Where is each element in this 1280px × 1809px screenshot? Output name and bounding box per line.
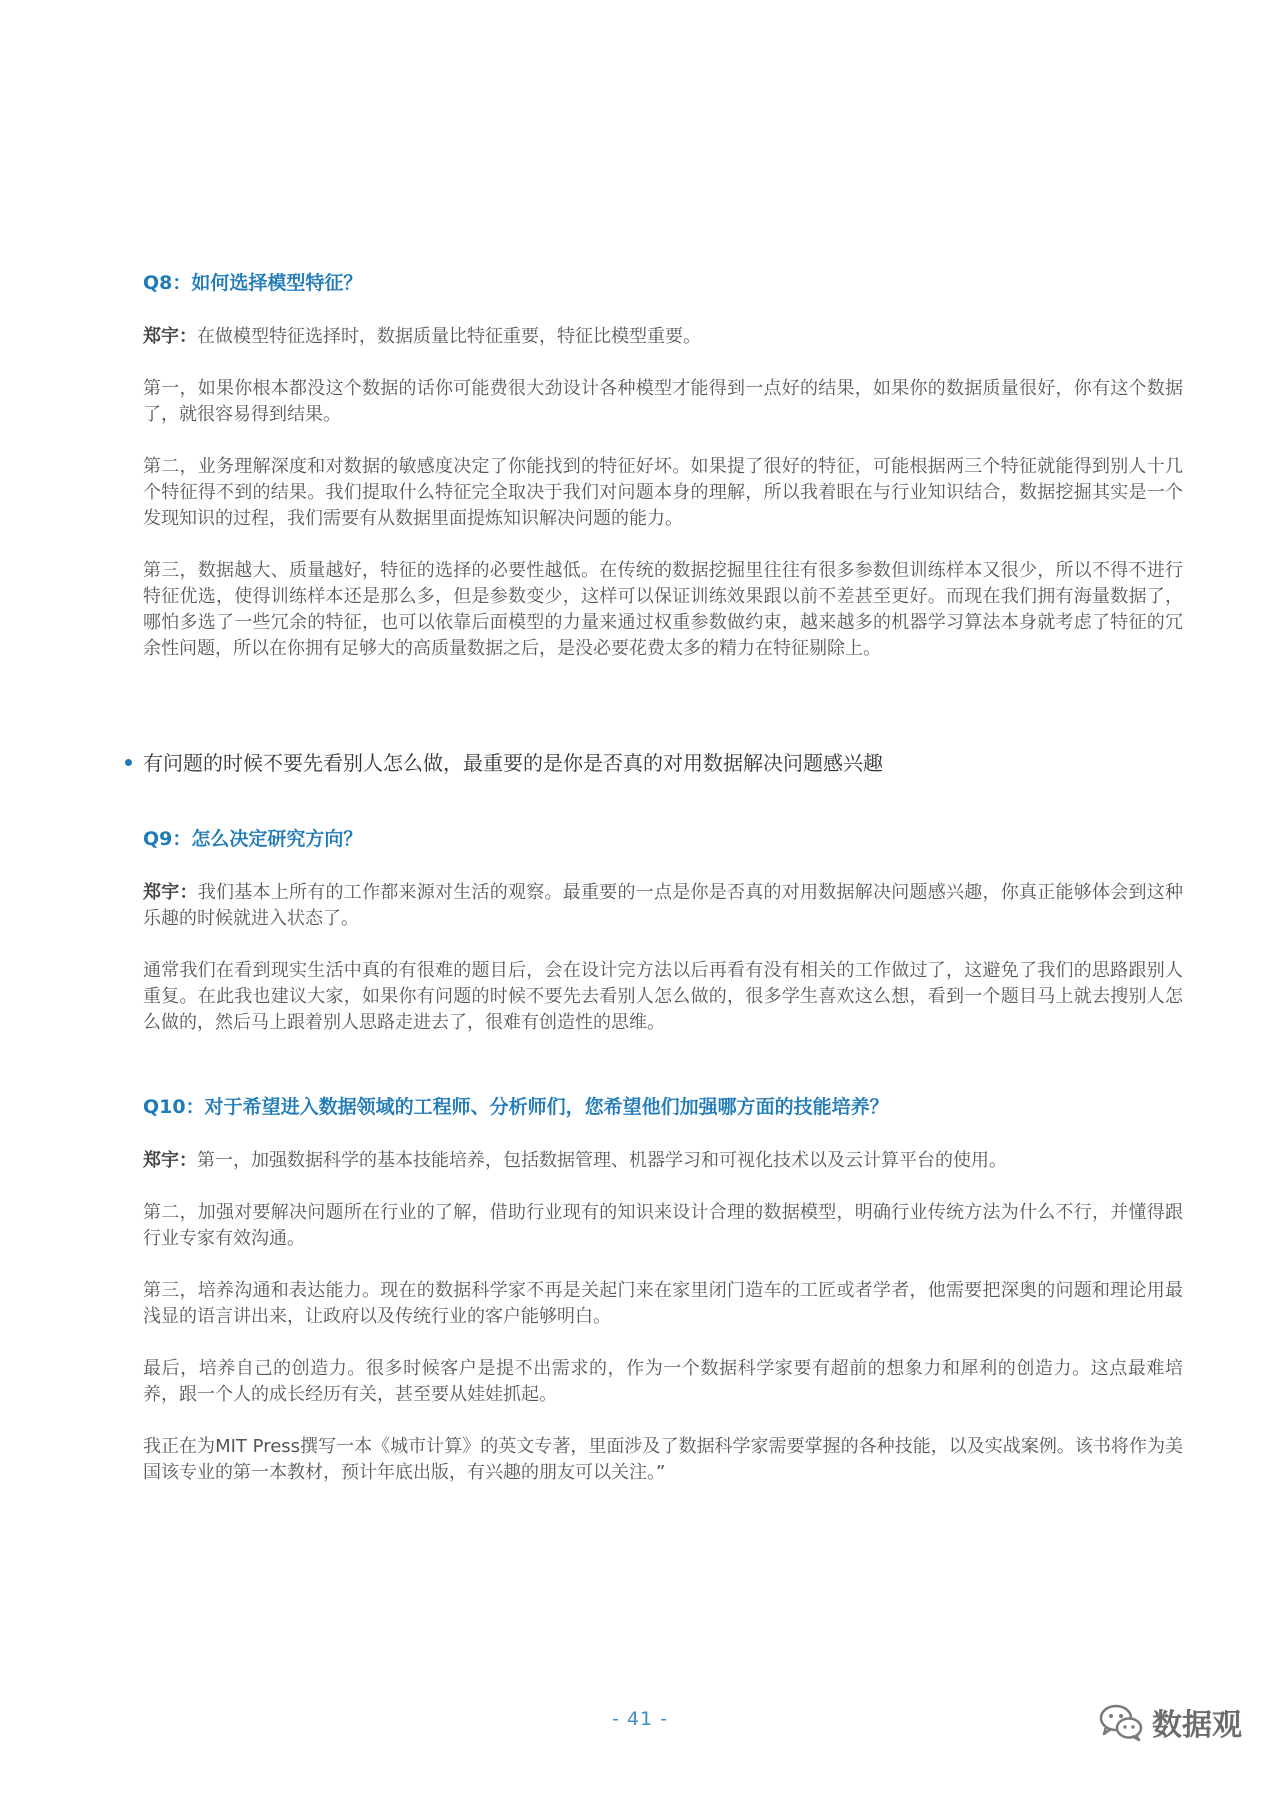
q10-answer-intro xyxy=(143,1148,1183,1174)
q8-intro-text: 在做模型特征选择时，数据质量比特征重要，特征比模型重要。 xyxy=(197,326,701,347)
article-body xyxy=(143,268,1183,1512)
q10-paragraph-1: 第二，加强对要解决问题所在行业的了解，借助行业现有的知识来设计合理的数据模型，明确行业传统方法为什么不行，并懂得跟行业专家有效沟通。 xyxy=(143,1202,1183,1249)
highlight-bullet xyxy=(125,748,1183,778)
q10-heading: Q10：对于希望进入数据领域的工程师、分析师们，您希望他们加强哪方面的技能培养？ xyxy=(143,1096,889,1118)
watermark-text: 数据观 xyxy=(1152,1708,1242,1743)
q9-heading: Q9：怎么决定研究方向？ xyxy=(143,828,363,850)
q10-paragraph-3: 最后，培养自己的创造力。很多时候客户是提不出需求的，作为一个数据科学家要有超前的想象力和犀利的创造力。这点最难培养，跟一个人的成长经历有关，甚至要从娃娃抓起。 xyxy=(143,1358,1183,1405)
bullet-text: 有问题的时候不要先看别人怎么做，最重要的是你是否真的对用数据解决问题感兴趣 xyxy=(143,751,883,775)
q10-paragraph-4: 我正在为MIT Press撰写一本《城市计算》的英文专著，里面涉及了数据科学家需要掌握的各种技能，以及实战案例。该书将作为美国该专业的第一本教材，预计年底出版，有兴趣的朋友可以关注。” xyxy=(143,1436,1183,1483)
bullet-dot-icon xyxy=(125,759,132,766)
q10-paragraph-2: 第三，培养沟通和表达能力。现在的数据科学家不再是关起门来在家里闭门造车的工匠或者学者，他需要把深奥的问题和理论用最浅显的语言讲出来，让政府以及传统行业的客户能够明白。 xyxy=(143,1280,1183,1327)
speaker-label: 郑宇： xyxy=(143,882,198,903)
wechat-icon xyxy=(1098,1702,1144,1742)
q8-heading: Q8：如何选择模型特征？ xyxy=(143,272,363,294)
q9-paragraph-1: 通常我们在看到现实生活中真的有很难的题目后，会在设计完方法以后再看有没有相关的工作做过了，这避免了我们的思路跟别人重复。在此我也建议大家，如果你有问题的时候不要先去看别人怎么做的，很多学生喜欢这么想，看到一个题目马上就去搜别人怎么做的，然后马上跟着别人思路走进去了，很难有创造性的思维。 xyxy=(143,960,1183,1033)
q9-intro-text: 我们基本上所有的工作都来源对生活的观察。最重要的一点是你是否真的对用数据解决问题感兴趣，你真正能够体会到这种乐趣的时候就进入状态了。 xyxy=(143,882,1183,929)
q8-paragraph-1: 第一，如果你根本都没这个数据的话你可能费很大劲设计各种模型才能得到一点好的结果，如果你的数据质量很好，你有这个数据了，就很容易得到结果。 xyxy=(143,378,1183,425)
q9-answer-intro xyxy=(143,880,1183,932)
speaker-label: 郑宇： xyxy=(143,326,197,347)
q8-paragraph-3: 第三，数据越大、质量越好，特征的选择的必要性越低。在传统的数据挖掘里往往有很多参数但训练样本又很少，所以不得不进行特征优选，使得训练样本还是那么多，但是参数变少，这样可以保证训练效果跟以前不差甚至更好。而现在我们拥有海量数据了，哪怕多选了一些冗余的特征，也可以依靠后面模型的力量来通过权重参数做约束，越来越多的机器学习算法本身就考虑了特征的冗余性问题，所以在你拥有足够大的高质量数据之后，是没必要花费太多的精力在特征剔除上。 xyxy=(143,560,1183,659)
speaker-label: 郑宇： xyxy=(143,1150,197,1171)
q8-paragraph-2: 第二，业务理解深度和对数据的敏感度决定了你能找到的特征好坏。如果提了很好的特征，可能根据两三个特征就能得到别人十几个特征得不到的结果。我们提取什么特征完全取决于我们对问题本身的理解，所以我着眼在与行业知识结合，数据挖掘其实是一个发现知识的过程，我们需要有从数据里面提炼知识解决问题的能力。 xyxy=(143,456,1183,529)
q10-intro-text: 第一，加强数据科学的基本技能培养，包括数据管理、机器学习和可视化技术以及云计算平台的使用。 xyxy=(197,1150,1007,1171)
q8-answer-intro xyxy=(143,324,1183,350)
spacer xyxy=(143,688,1183,748)
spacer xyxy=(143,1062,1183,1092)
page-number: - 41 - xyxy=(612,1708,668,1730)
source-watermark xyxy=(1098,1700,1242,1744)
